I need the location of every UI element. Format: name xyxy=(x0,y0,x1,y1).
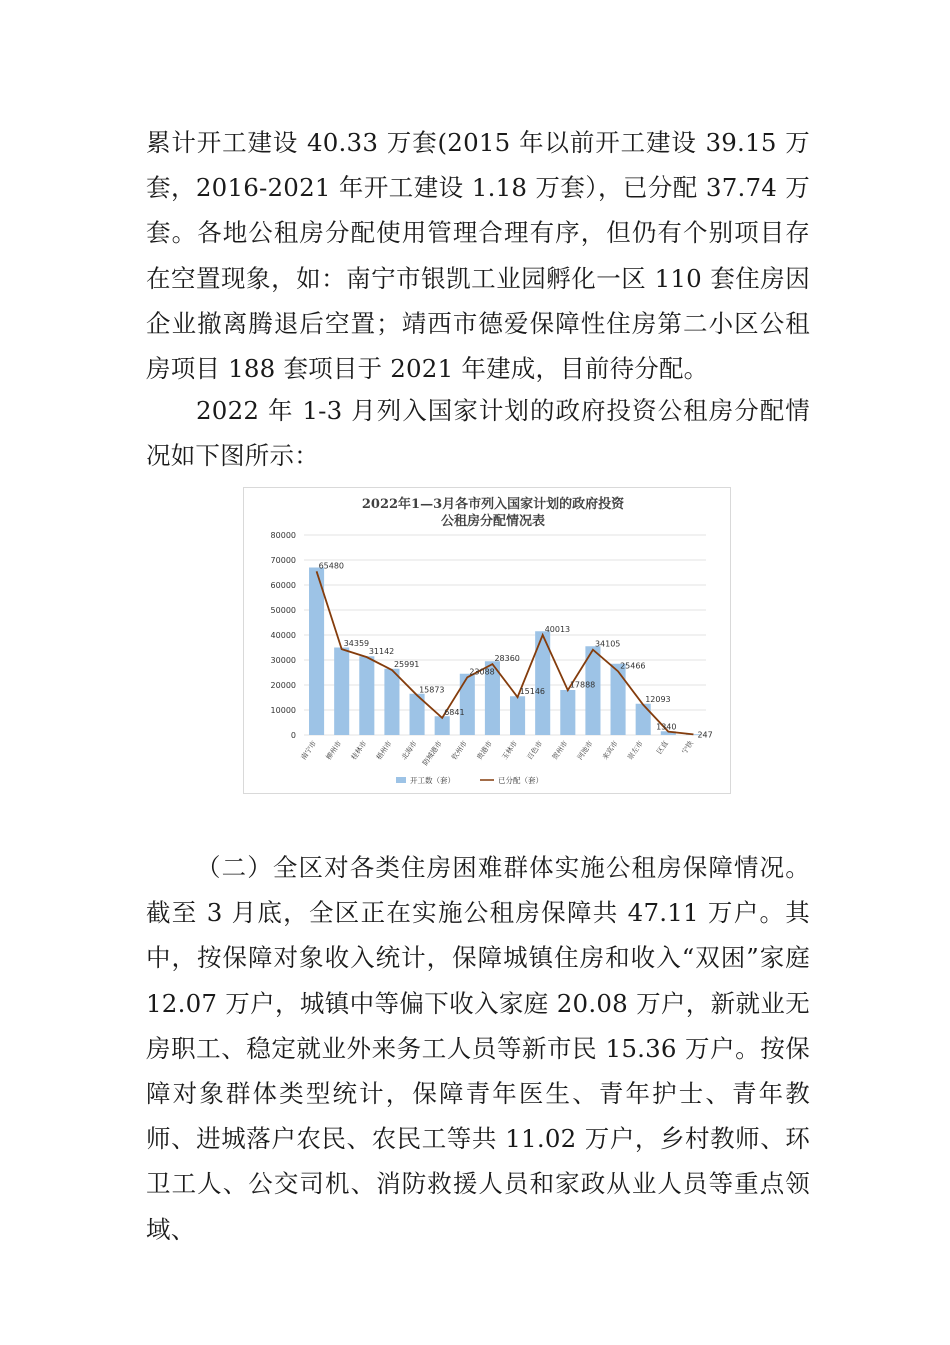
y-tick-label: 50000 xyxy=(270,606,296,615)
bar xyxy=(560,690,575,735)
bar xyxy=(510,696,525,735)
y-tick-label: 30000 xyxy=(270,656,296,665)
category-label: 宁铁 xyxy=(680,739,696,756)
y-tick-label: 20000 xyxy=(270,681,296,690)
category-label: 贺州市 xyxy=(550,739,570,762)
data-label: 28360 xyxy=(494,654,520,664)
category-label: 防城港市 xyxy=(421,739,444,768)
data-label: 15873 xyxy=(419,685,445,695)
category-label: 河池市 xyxy=(575,739,595,762)
category-label: 桂林市 xyxy=(349,739,369,762)
category-label: 梧州市 xyxy=(374,739,394,762)
data-label: 12093 xyxy=(645,694,671,704)
y-tick-label: 60000 xyxy=(270,581,296,590)
bar xyxy=(359,656,374,735)
data-label: 15146 xyxy=(519,687,546,697)
data-label: 65480 xyxy=(318,561,345,571)
legend-bar-label: 开工数（套） xyxy=(410,776,455,785)
data-label: 23088 xyxy=(469,667,495,677)
data-label: 34105 xyxy=(594,639,621,649)
bar xyxy=(636,704,651,735)
data-label: 17888 xyxy=(569,680,596,690)
data-label: 25466 xyxy=(620,661,646,671)
legend-bar-swatch xyxy=(396,777,406,783)
body-paragraph-1: 累计开工建设 40.33 万套(2015 年以前开工建设 39.15 万套，2016-2021 年开工建设 1.18 万套），已分配 37.74 万套。各地公租房分配使用管理合理有序，但仍有个别项目存在空置现象，如：南宁市银凯工业园孵化一区 110 套住房因企业撤离腾退后空置；靖西市德爱保障性住房第二小区公租房项目 188 套项目于 2021 年建成，目前待分配。 xyxy=(146,128,810,384)
data-label: 25991 xyxy=(393,660,420,670)
bar xyxy=(334,648,349,736)
category-label: 贵港市 xyxy=(475,739,495,762)
chart-container xyxy=(243,487,731,794)
category-label: 来宾市 xyxy=(601,739,620,762)
bar xyxy=(384,669,399,735)
data-label: 247 xyxy=(697,730,713,740)
data-label: 34359 xyxy=(343,639,370,649)
y-tick-label: 10000 xyxy=(270,706,296,715)
bar xyxy=(309,568,324,736)
y-tick-label: 70000 xyxy=(270,556,296,565)
data-label: 40013 xyxy=(544,624,571,634)
y-tick-label: 40000 xyxy=(270,631,296,640)
chart-title-line2: 公租房分配情况表 xyxy=(440,514,546,529)
category-label: 柳州市 xyxy=(324,739,344,762)
category-label: 玉林市 xyxy=(500,739,520,762)
y-tick-label: 80000 xyxy=(270,531,296,540)
category-label: 百色市 xyxy=(525,739,545,762)
chart-title-line1: 2022年1—3月各市列入国家计划的政府投资 xyxy=(361,497,625,512)
data-label: 1340 xyxy=(656,722,677,732)
bar xyxy=(460,674,475,735)
category-label: 南宁市 xyxy=(299,739,319,762)
category-label: 崇左市 xyxy=(626,739,645,762)
allocation-chart xyxy=(244,488,730,793)
category-label: 钦州市 xyxy=(450,739,469,762)
y-tick-label: 0 xyxy=(290,731,296,740)
body-paragraph-2: 2022 年 1-3 月列入国家计划的政府投资公租房分配情况如下图所示： xyxy=(146,396,810,471)
legend-line-label: 已分配（套） xyxy=(498,776,543,785)
category-label: 北海市 xyxy=(400,739,419,762)
category-label: 区直 xyxy=(655,739,670,756)
bar xyxy=(611,664,626,735)
body-paragraph-3: （二）全区对各类住房困难群体实施公租房保障情况。截至 3 月底，全区正在实施公租房保障共 47.11 万户。其中，按保障对象收入统计，保障城镇住房和收入“双困”家庭 12.07 万户，城镇中等偏下收入家庭 20.08 万户，新就业无房职工、稳定就业外来务工人员等新市民 15.36 万户。按保障对象群体类型统计，保障青年医生、青年护士、青年教师、进城落户农民、农民工等共 11.02 万户，乡村教师、环卫工人、公交司机、消防救援人员和家政从业人员等重点领域、 xyxy=(146,853,810,1244)
data-label: 6841 xyxy=(444,707,465,717)
data-label: 31142 xyxy=(368,647,395,657)
